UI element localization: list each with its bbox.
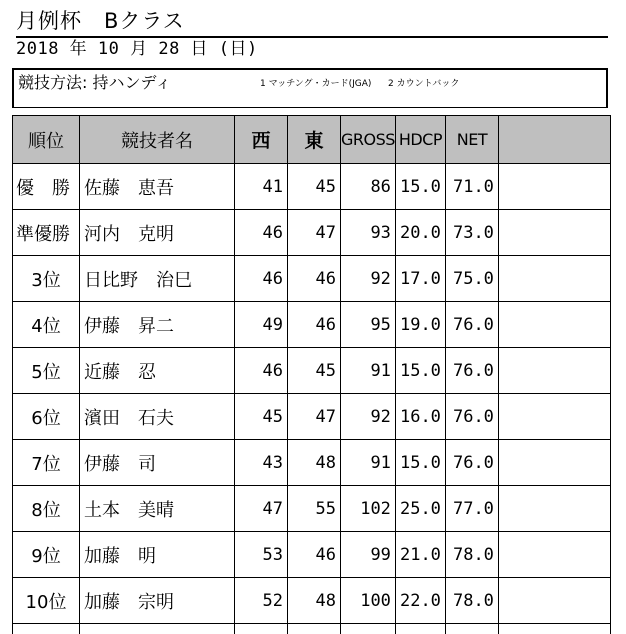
rank-cell: 9位: [13, 532, 80, 578]
gross-cell: 92: [341, 256, 396, 302]
gross-cell: 102: [341, 486, 396, 532]
west-score-cell: 41: [235, 164, 288, 210]
east-score-cell: 46: [288, 532, 341, 578]
col-header-west: 西: [235, 116, 288, 164]
player-name-cell: 日比野 治巳: [80, 256, 235, 302]
hdcp-cell: 17.0: [395, 256, 445, 302]
col-header-rank: 順位: [13, 116, 80, 164]
cutoff-cell: [341, 624, 396, 634]
east-score-cell: 47: [288, 210, 341, 256]
col-header-hdcp: HDCP: [395, 116, 445, 164]
tiebreak-option-2: 2 カウントバック: [388, 79, 460, 89]
east-score-cell: 48: [288, 578, 341, 624]
net-cell: 78.0: [445, 578, 498, 624]
player-name-cell: 伊藤 司: [80, 440, 235, 486]
player-name-cell: 伊藤 昇二: [80, 302, 235, 348]
blank-cell: [498, 164, 610, 210]
player-name-cell: 河内 克明: [80, 210, 235, 256]
west-score-cell: 43: [235, 440, 288, 486]
rank-cell: 4位: [13, 302, 80, 348]
east-score-cell: 45: [288, 348, 341, 394]
table-row: [13, 394, 611, 440]
west-score-cell: 46: [235, 256, 288, 302]
blank-cell: [498, 210, 610, 256]
cutoff-cell: [498, 624, 610, 634]
gross-cell: 99: [341, 532, 396, 578]
west-score-cell: 52: [235, 578, 288, 624]
page-title: 月例杯 Bクラス: [16, 9, 185, 33]
tiebreak-option-1: 1 マッチング・カード(JGA): [260, 79, 372, 89]
net-cell: 71.0: [445, 164, 498, 210]
west-score-cell: 46: [235, 348, 288, 394]
table-row: [13, 578, 611, 624]
col-header-player: 競技者名: [80, 116, 235, 164]
rank-cell: 優 勝: [13, 164, 80, 210]
hdcp-cell: 20.0: [395, 210, 445, 256]
net-cell: 76.0: [445, 302, 498, 348]
table-header-row: [13, 116, 611, 164]
player-name-cell: 加藤 明: [80, 532, 235, 578]
cutoff-cell: [235, 624, 288, 634]
blank-cell: [498, 256, 610, 302]
east-score-cell: 48: [288, 440, 341, 486]
gross-cell: 86: [341, 164, 396, 210]
table-row: [13, 532, 611, 578]
rank-cell: 10位: [13, 578, 80, 624]
blank-cell: [498, 440, 610, 486]
blank-cell: [498, 532, 610, 578]
hdcp-cell: 15.0: [395, 348, 445, 394]
gross-cell: 91: [341, 440, 396, 486]
blank-cell: [498, 578, 610, 624]
west-score-cell: 46: [235, 210, 288, 256]
rank-cell: 準優勝: [13, 210, 80, 256]
rank-cell: 3位: [13, 256, 80, 302]
blank-cell: [498, 486, 610, 532]
hdcp-cell: 25.0: [395, 486, 445, 532]
net-cell: 75.0: [445, 256, 498, 302]
net-cell: 77.0: [445, 486, 498, 532]
table-row: [13, 486, 611, 532]
table-row: [13, 440, 611, 486]
hdcp-cell: 15.0: [395, 440, 445, 486]
player-name-cell: 近藤 忍: [80, 348, 235, 394]
cutoff-cell: [288, 624, 341, 634]
col-header-net: NET: [445, 116, 498, 164]
cutoff-cell: [445, 624, 498, 634]
blank-cell: [498, 394, 610, 440]
cutoff-cell: [80, 624, 235, 634]
table-row-cutoff: [13, 624, 611, 634]
west-score-cell: 49: [235, 302, 288, 348]
hdcp-cell: 16.0: [395, 394, 445, 440]
col-header-gross: GROSS: [341, 116, 396, 164]
player-name-cell: 濱田 石夫: [80, 394, 235, 440]
player-name-cell: 佐藤 恵吾: [80, 164, 235, 210]
net-cell: 76.0: [445, 440, 498, 486]
gross-cell: 100: [341, 578, 396, 624]
gross-cell: 91: [341, 348, 396, 394]
rank-cell: 8位: [13, 486, 80, 532]
rank-cell: 6位: [13, 394, 80, 440]
west-score-cell: 47: [235, 486, 288, 532]
table-row: [13, 348, 611, 394]
player-name-cell: 加藤 宗明: [80, 578, 235, 624]
competition-method-box: [12, 68, 608, 108]
competition-method-label: 競技方法: 持ハンディ: [18, 73, 172, 92]
gross-cell: 93: [341, 210, 396, 256]
hdcp-cell: 21.0: [395, 532, 445, 578]
west-score-cell: 53: [235, 532, 288, 578]
net-cell: 76.0: [445, 394, 498, 440]
blank-cell: [498, 348, 610, 394]
gross-cell: 95: [341, 302, 396, 348]
cutoff-cell: [13, 624, 80, 634]
hdcp-cell: 22.0: [395, 578, 445, 624]
net-cell: 76.0: [445, 348, 498, 394]
east-score-cell: 46: [288, 256, 341, 302]
col-header-east: 東: [288, 116, 341, 164]
cutoff-cell: [395, 624, 445, 634]
player-name-cell: 土本 美晴: [80, 486, 235, 532]
net-cell: 78.0: [445, 532, 498, 578]
hdcp-cell: 19.0: [395, 302, 445, 348]
gross-cell: 92: [341, 394, 396, 440]
col-header-blank: [498, 116, 610, 164]
event-date: 2018 年 10 月 28 日 (日): [16, 39, 258, 59]
east-score-cell: 45: [288, 164, 341, 210]
east-score-cell: 55: [288, 486, 341, 532]
east-score-cell: 47: [288, 394, 341, 440]
table-row: [13, 210, 611, 256]
blank-cell: [498, 302, 610, 348]
rank-cell: 7位: [13, 440, 80, 486]
results-table: [12, 115, 611, 634]
net-cell: 73.0: [445, 210, 498, 256]
table-row: [13, 164, 611, 210]
east-score-cell: 46: [288, 302, 341, 348]
hdcp-cell: 15.0: [395, 164, 445, 210]
west-score-cell: 45: [235, 394, 288, 440]
table-row: [13, 302, 611, 348]
rank-cell: 5位: [13, 348, 80, 394]
table-row: [13, 256, 611, 302]
